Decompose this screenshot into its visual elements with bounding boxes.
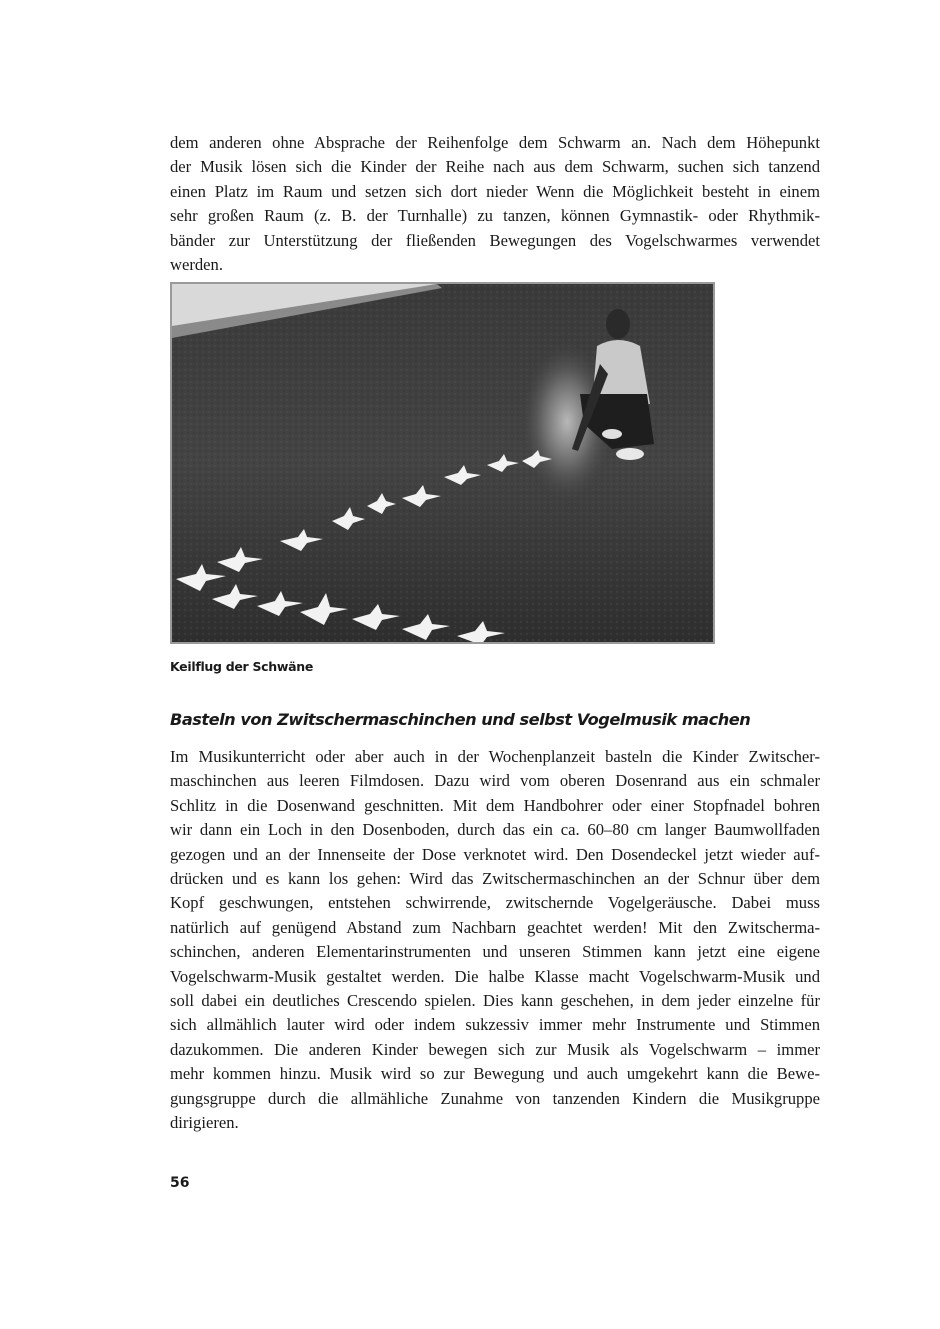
text-line: Kopf geschwungen, entstehen schwirrende, zwitschernde Vogelgeräusche. Dabei muss (170, 893, 820, 913)
text-line: sich allmählich lauter wird oder indem sukzessiv immer mehr Instrumente und Stimmen (170, 1015, 820, 1035)
text-line: sehr großen Raum (z. B. der Turnhalle) zu tanzen, können Gymnastik- oder Rhythmik- (170, 206, 820, 226)
text-line: schinchen, anderen Elementarinstrumenten und unseren Stimmen kann jetzt eine eigene (170, 942, 820, 962)
text-line: dem anderen ohne Absprache der Reihenfolge dem Schwarm an. Nach dem Höhepunkt (170, 133, 820, 152)
text-line: dirigieren. (170, 1113, 239, 1133)
figure-caption: Keilflug der Schwäne (170, 659, 314, 674)
photo-illustration (172, 284, 713, 642)
text-line: mehr kommen hinzu. Musik wird so zur Bewegung und auch umgekehrt kann die Bewe- (170, 1064, 820, 1084)
text-line: soll dabei ein deutliches Crescendo spielen. Dies kann geschehen, in dem jeder einzelne für (170, 991, 820, 1011)
paragraph-instructions (170, 745, 820, 1136)
figure-photo (170, 282, 715, 644)
light-reflection (472, 314, 612, 554)
text-line: der Musik lösen sich die Kinder der Reihe nach aus dem Schwarm, suchen sich tanzend (170, 157, 820, 177)
text-line: dazukommen. Die anderen Kinder bewegen sich zur Musik als Vogelschwarm – immer (170, 1039, 820, 1059)
text-line: einen Platz im Raum und setzen sich dort nieder Wenn die Möglichkeit besteht in einem (170, 181, 820, 201)
section-heading: Basteln von Zwitschermaschinchen und selbst Vogelmusik machen (170, 710, 751, 729)
paragraph-intro (170, 131, 820, 277)
page-number: 56 (170, 1175, 190, 1191)
text-line: drücken und es kann los gehen: Wird das Zwitschermaschinchen an der Schnur über dem (170, 869, 820, 889)
text-line: wir dann ein Loch in den Dosenboden, durch das ein ca. 60–80 cm langer Baumwollfaden (170, 820, 820, 840)
text-line: bänder zur Unterstützung der fließenden Bewegungen des Vogelschwarmes verwendet (170, 230, 820, 250)
text-line: gezogen und an der Innenseite der Dose verknotet wird. Den Dosendeckel jetzt wieder auf- (170, 844, 820, 864)
text-line: werden. (170, 255, 223, 275)
text-line: gungsgruppe durch die allmähliche Zunahme von tanzenden Kindern die Musikgruppe (170, 1088, 820, 1108)
text-line: natürlich auf genügend Abstand zum Nachbarn geachtet werden! Mit den Zwitscherma- (170, 917, 820, 937)
text-line: maschinchen aus leeren Filmdosen. Dazu wird vom oberen Dosenrand aus ein schmaler (170, 771, 820, 791)
text-line: Im Musikunterricht oder aber auch in der Wochenplanzeit basteln die Kinder Zwitscher- (170, 747, 820, 766)
text-line: Schlitz in die Dosenwand geschnitten. Mit dem Handbohrer oder einer Stopfnadel bohren (170, 795, 820, 815)
text-line: Vogelschwarm-Musik gestaltet werden. Die halbe Klasse macht Vogelschwarm-Musik und (170, 966, 820, 986)
